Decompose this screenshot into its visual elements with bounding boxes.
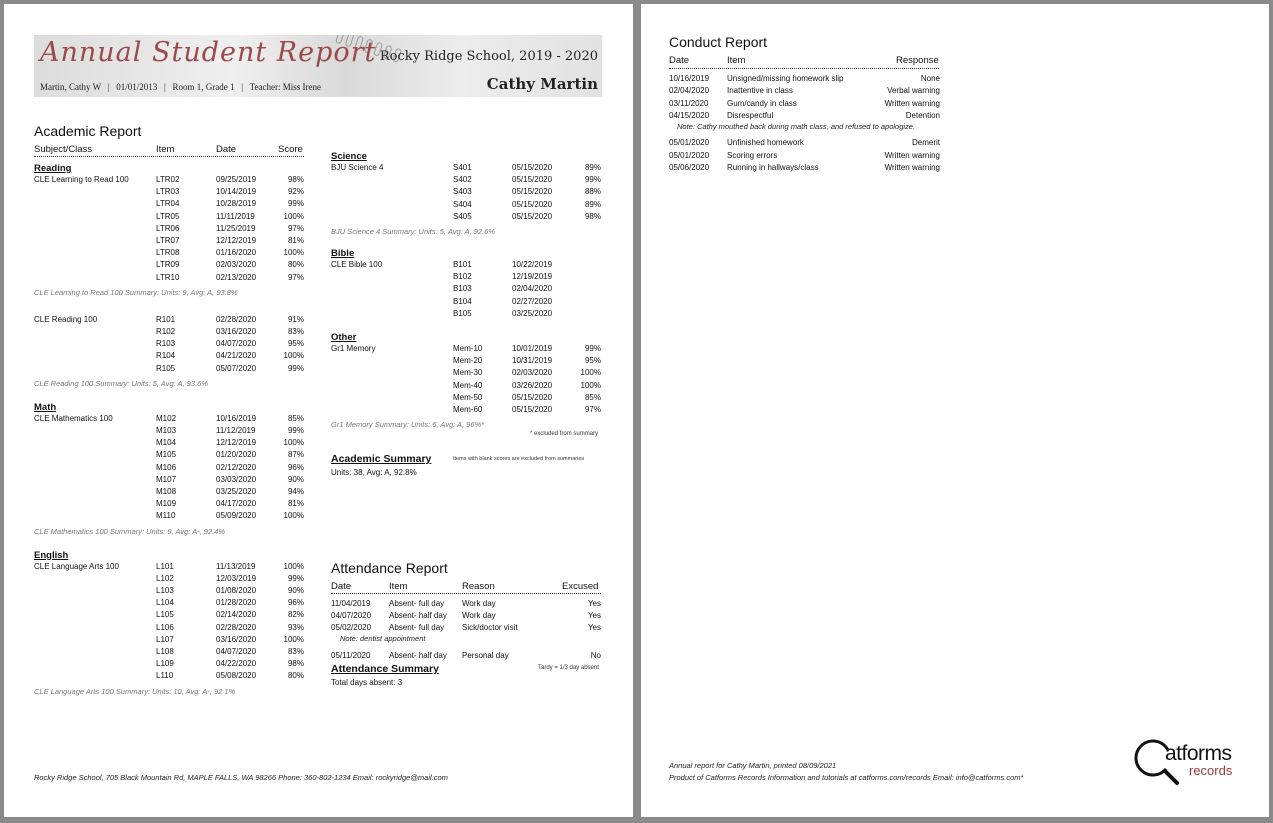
att-reason: Work day [462, 611, 496, 620]
att-excused: Yes [587, 623, 601, 632]
item-code: R102 [156, 327, 176, 336]
item-date: 09/25/2019 [216, 175, 257, 184]
item-score: 99% [287, 426, 304, 435]
item-date: 02/14/2020 [216, 610, 257, 620]
item-code: L110 [156, 671, 174, 681]
item-score: 100% [283, 511, 304, 521]
class-summary: CLE Learning to Read 100 Summary: Units: 9, Avg: A, 93.8% [34, 287, 238, 297]
att-col-reason: Reason [462, 581, 495, 592]
item-date: 02/12/2020 [216, 462, 257, 472]
att-col-excused: Excused [562, 581, 599, 592]
item-code: R104 [156, 351, 176, 361]
item-code: M105 [156, 450, 177, 460]
item-score: 85% [287, 413, 304, 423]
item-score: 88% [584, 187, 601, 197]
col-date-header: Date [216, 144, 237, 155]
item-code: S404 [453, 199, 472, 209]
item-score: 95% [287, 339, 304, 349]
item-score: 83% [287, 327, 304, 336]
col-subject-header: Subject/Class [34, 144, 93, 155]
item-score: 81% [287, 236, 304, 245]
report-title: Annual Student Report [40, 37, 377, 68]
item-score: 85% [584, 392, 601, 402]
item-date: 11/25/2019 [216, 223, 256, 233]
item-score: 90% [287, 474, 304, 484]
item-code: LTR06 [156, 223, 180, 233]
item-score: 92% [287, 187, 304, 197]
class-name: CLE Learning to Read 100 [34, 175, 129, 184]
academic-report-title: Academic Report [34, 123, 142, 139]
cond-response: Written warning [884, 162, 940, 172]
item-date: 12/19/2019 [512, 272, 553, 282]
item-score: 97% [584, 405, 601, 414]
item-code: S405 [453, 211, 472, 221]
att-date: 05/11/2020 [331, 651, 371, 660]
item-code: Mem-20 [453, 356, 483, 366]
item-date: 03/16/2020 [216, 327, 257, 336]
item-code: M107 [156, 474, 177, 484]
item-date: 03/25/2020 [216, 487, 257, 496]
item-date: 05/15/2020 [512, 199, 553, 209]
academic-summary-title: Academic Summary [331, 453, 432, 465]
item-code: Mem-10 [453, 344, 483, 353]
item-code: B105 [453, 308, 472, 318]
class-summary: BJU Science 4 Summary: Units: 5, Avg: A, 92.6% [331, 227, 495, 236]
item-date: 03/16/2020 [216, 634, 257, 644]
cond-date: 05/01/2020 [669, 138, 710, 148]
item-score: 98% [287, 659, 304, 669]
att-item: Absent- full day [389, 599, 445, 608]
item-date: 02/13/2020 [216, 272, 257, 282]
item-code: M106 [156, 462, 177, 472]
conduct-report-title: Conduct Report [669, 34, 768, 50]
item-score: 97% [287, 223, 304, 233]
item-date: 02/28/2020 [216, 314, 257, 324]
item-code: L103 [156, 586, 174, 595]
item-code: LTR09 [156, 260, 180, 270]
report-page-1 [4, 4, 633, 817]
item-date: 10/01/2019 [512, 344, 553, 353]
item-code: M110 [156, 511, 176, 521]
item-date: 05/15/2020 [512, 175, 553, 185]
item-date: 01/20/2020 [216, 450, 257, 460]
item-date: 11/13/2019 [216, 561, 256, 571]
item-score: 99% [584, 344, 601, 353]
cond-item: Gum/candy in class [727, 98, 797, 108]
item-code: LTR08 [156, 248, 180, 258]
item-code: Mem-30 [453, 368, 483, 378]
product-footer: Product of Catforms Records Information and tutorials at catforms.com/records Email: info@catforms.com* [669, 773, 1024, 782]
catforms-logo [1131, 736, 1243, 786]
printed-footer: Annual report for Cathy Martin, printed 08/09/2021 [669, 761, 837, 770]
attendance-summary-title: Attendance Summary [331, 663, 439, 675]
item-score: 80% [287, 260, 304, 270]
item-code: R103 [156, 339, 176, 349]
cond-date: 05/06/2020 [669, 162, 710, 172]
item-score: 100% [580, 368, 601, 378]
student-info-line: Martin, Cathy W | 01/01/2013 | Room 1, Grade 1 | Teacher: Miss Irene [40, 82, 321, 92]
cond-item: Unsigned/missing homework slip [727, 74, 844, 83]
item-date: 02/28/2020 [216, 622, 257, 632]
item-date: 04/17/2020 [216, 499, 257, 509]
cond-date: 10/16/2019 [669, 74, 710, 83]
att-col-item: Item [389, 581, 408, 592]
cond-response: Demerit [911, 138, 940, 148]
item-score: 100% [283, 561, 304, 571]
item-code: L104 [156, 598, 174, 608]
item-date: 02/03/2020 [216, 260, 257, 270]
item-score: 98% [287, 175, 304, 184]
cond-col-date: Date [669, 55, 690, 66]
item-score: 100% [283, 351, 304, 361]
subject-heading: Other [331, 332, 357, 343]
item-date: 10/22/2019 [512, 260, 553, 269]
item-score: 99% [287, 573, 304, 583]
item-date: 01/16/2020 [216, 248, 257, 258]
item-date: 10/28/2019 [216, 199, 257, 209]
item-code: L108 [156, 647, 174, 656]
cond-response: Written warning [884, 150, 940, 160]
item-code: M108 [156, 487, 177, 496]
att-excused: Yes [587, 611, 601, 620]
item-score: 91% [287, 314, 304, 324]
att-item: Absent- half day [389, 651, 447, 660]
item-score: 82% [287, 610, 304, 620]
cond-item: Scoring errors [727, 150, 778, 160]
item-score: 99% [287, 363, 304, 373]
cond-response: Detention [905, 110, 940, 120]
subject-heading: Reading [34, 163, 72, 174]
item-date: 02/04/2020 [512, 284, 553, 294]
item-code: B104 [453, 296, 472, 306]
cond-date: 03/11/2020 [669, 98, 709, 108]
item-code: Mem-60 [453, 405, 483, 414]
item-code: M103 [156, 426, 177, 435]
item-code: L102 [156, 573, 174, 583]
cond-response: None [920, 74, 940, 83]
item-date: 04/22/2020 [216, 659, 257, 669]
item-code: R101 [156, 314, 176, 324]
item-date: 03/25/2020 [512, 308, 553, 318]
item-date: 01/08/2020 [216, 586, 257, 595]
school-footer: Rocky Ridge School, 705 Black Mountain Rd, MAPLE FALLS, WA 98266 Phone: 360-802-1234 Email: rockyridge@mail.com [34, 773, 448, 782]
item-code: B101 [453, 260, 472, 269]
logo-subword: records [1189, 763, 1233, 778]
attendance-summary-text: Total days absent: 3 [331, 678, 403, 687]
att-date: 11/04/2019 [331, 599, 371, 608]
attendance-divider [331, 593, 601, 594]
class-name: CLE Bible 100 [331, 260, 383, 269]
class-summary: CLE Language Arts 100 Summary: Units: 10, Avg: A-, 92.1% [34, 686, 236, 696]
attendance-report-title: Attendance Report [331, 560, 448, 576]
item-code: M102 [156, 413, 177, 423]
school-year: Rocky Ridge School, 2019 - 2020 [379, 49, 598, 64]
cond-date: 04/15/2020 [669, 110, 710, 120]
academic-summary-text: Units: 38, Avg: A, 92.8% [331, 468, 417, 477]
item-score: 100% [283, 438, 304, 448]
att-reason: Sick/doctor visit [462, 623, 518, 632]
att-reason: Work day [462, 599, 496, 608]
item-score: 90% [287, 586, 304, 595]
item-score: 99% [287, 199, 304, 209]
item-date: 11/12/2019 [216, 426, 256, 435]
class-name: BJU Science 4 [331, 163, 384, 172]
item-score: 80% [287, 671, 304, 681]
item-code: M109 [156, 499, 177, 509]
item-score: 100% [283, 248, 304, 258]
item-date: 05/09/2020 [216, 511, 257, 521]
cond-item: Inattentive in class [727, 86, 793, 96]
att-date: 04/07/2020 [331, 611, 372, 620]
class-summary: Gr1 Memory Summary: Units: 6, Avg: A, 96%* [331, 420, 485, 430]
item-date: 05/15/2020 [512, 392, 553, 402]
item-date: 05/15/2020 [512, 163, 553, 172]
cond-note: Note: Cathy mouthed back during math class, and refused to apologize. [677, 122, 916, 132]
cond-col-item: Item [727, 55, 746, 66]
item-score: 93% [287, 622, 304, 632]
item-score: 83% [287, 647, 304, 656]
item-date: 02/27/2020 [512, 296, 553, 306]
att-reason: Personal day [462, 651, 509, 660]
item-code: R105 [156, 363, 176, 373]
class-name: Gr1 Memory [331, 344, 376, 353]
cond-item: Running in hallways/class [727, 162, 819, 172]
cond-date: 02/04/2020 [669, 86, 710, 96]
item-code: L109 [156, 659, 174, 669]
item-score: 95% [584, 356, 601, 366]
item-score: 97% [287, 272, 304, 282]
item-date: 05/08/2020 [216, 671, 257, 681]
header-divider [34, 156, 304, 157]
cond-item: Unfinished homework [727, 138, 804, 148]
item-code: LTR03 [156, 187, 180, 197]
item-code: Mem-50 [453, 392, 483, 402]
item-code: LTR04 [156, 199, 180, 209]
item-score: 94% [287, 487, 304, 496]
item-date: 01/28/2020 [216, 598, 257, 608]
conduct-divider [669, 68, 939, 69]
item-score: 89% [584, 199, 601, 209]
cond-response: Verbal warning [887, 86, 940, 96]
item-date: 12/12/2019 [216, 236, 257, 245]
item-score: 99% [584, 175, 601, 185]
item-date: 05/15/2020 [512, 187, 553, 197]
cond-date: 05/01/2020 [669, 150, 710, 160]
item-code: M104 [156, 438, 177, 448]
att-excused: No [590, 651, 601, 660]
cond-col-response: Response [896, 55, 939, 66]
item-code: S403 [453, 187, 472, 197]
subject-heading: Bible [331, 248, 355, 259]
item-code: S402 [453, 175, 472, 185]
item-date: 05/07/2020 [216, 363, 257, 373]
class-summary: CLE Mathematics 100 Summary: Units: 9, Avg: A-, 92.4% [34, 526, 226, 536]
class-name: CLE Mathematics 100 [34, 413, 113, 423]
student-name: Cathy Martin [486, 75, 598, 93]
item-date: 10/16/2019 [216, 413, 257, 423]
item-date: 05/15/2020 [512, 405, 553, 414]
item-date: 03/03/2020 [216, 474, 257, 484]
item-code: L106 [156, 622, 174, 632]
item-date: 11/11/2019 [216, 211, 255, 221]
item-code: LTR05 [156, 211, 180, 221]
tardy-note: Tardy = 1/3 day absent [538, 665, 599, 671]
item-date: 04/21/2020 [216, 351, 257, 361]
class-name: CLE Language Arts 100 [34, 561, 119, 571]
item-date: 04/07/2020 [216, 339, 257, 349]
att-item: Absent- full day [389, 623, 445, 632]
excluded-note: * excluded from summary [530, 431, 599, 437]
item-code: S401 [453, 163, 472, 172]
subject-heading: Science [331, 151, 367, 162]
item-score: 98% [584, 211, 601, 221]
item-code: L105 [156, 610, 174, 620]
item-date: 12/03/2019 [216, 573, 257, 583]
att-excused: Yes [587, 599, 601, 608]
att-note: Note: dentist appointment [340, 634, 426, 643]
item-code: LTR07 [156, 236, 180, 245]
class-summary: CLE Reading 100 Summary: Units: 5, Avg: A, 93.6% [34, 378, 208, 388]
item-score: 100% [580, 380, 601, 390]
item-date: 10/14/2019 [216, 187, 257, 197]
item-score: 89% [584, 163, 601, 172]
item-date: 02/03/2020 [512, 368, 553, 378]
class-name: CLE Reading 100 [34, 314, 98, 324]
cond-response: Written warning [884, 98, 940, 108]
item-code: L101 [156, 561, 174, 571]
item-code: LTR02 [156, 175, 180, 184]
report-banner [34, 35, 602, 97]
item-date: 10/31/2019 [512, 356, 553, 366]
item-date: 05/15/2020 [512, 211, 553, 221]
item-score: 96% [287, 462, 304, 472]
cond-item: Disrespectful [727, 110, 774, 120]
report-page-2 [641, 4, 1269, 817]
item-score: 100% [283, 634, 304, 644]
item-code: B103 [453, 284, 472, 294]
item-date: 03/26/2020 [512, 380, 553, 390]
item-date: 12/12/2019 [216, 438, 257, 448]
att-col-date: Date [331, 581, 352, 592]
item-code: L107 [156, 634, 174, 644]
blank-scores-note: Items with blank scores are excluded from summaries [453, 456, 585, 462]
item-code: B102 [453, 272, 472, 282]
item-score: 81% [287, 499, 304, 509]
subject-heading: English [34, 549, 69, 561]
item-code: LTR10 [156, 272, 180, 282]
col-item-header: Item [156, 144, 175, 155]
item-score: 96% [287, 598, 304, 608]
item-code: Mem-40 [453, 380, 483, 390]
att-date: 05/02/2020 [331, 623, 372, 632]
subject-heading: Math [34, 401, 57, 413]
col-score-header: Score [278, 144, 303, 155]
item-score: 87% [287, 450, 304, 460]
att-item: Absent- half day [389, 611, 447, 620]
item-score: 100% [283, 211, 304, 221]
item-date: 04/07/2020 [216, 647, 257, 656]
logo-word: atforms [1165, 742, 1232, 765]
